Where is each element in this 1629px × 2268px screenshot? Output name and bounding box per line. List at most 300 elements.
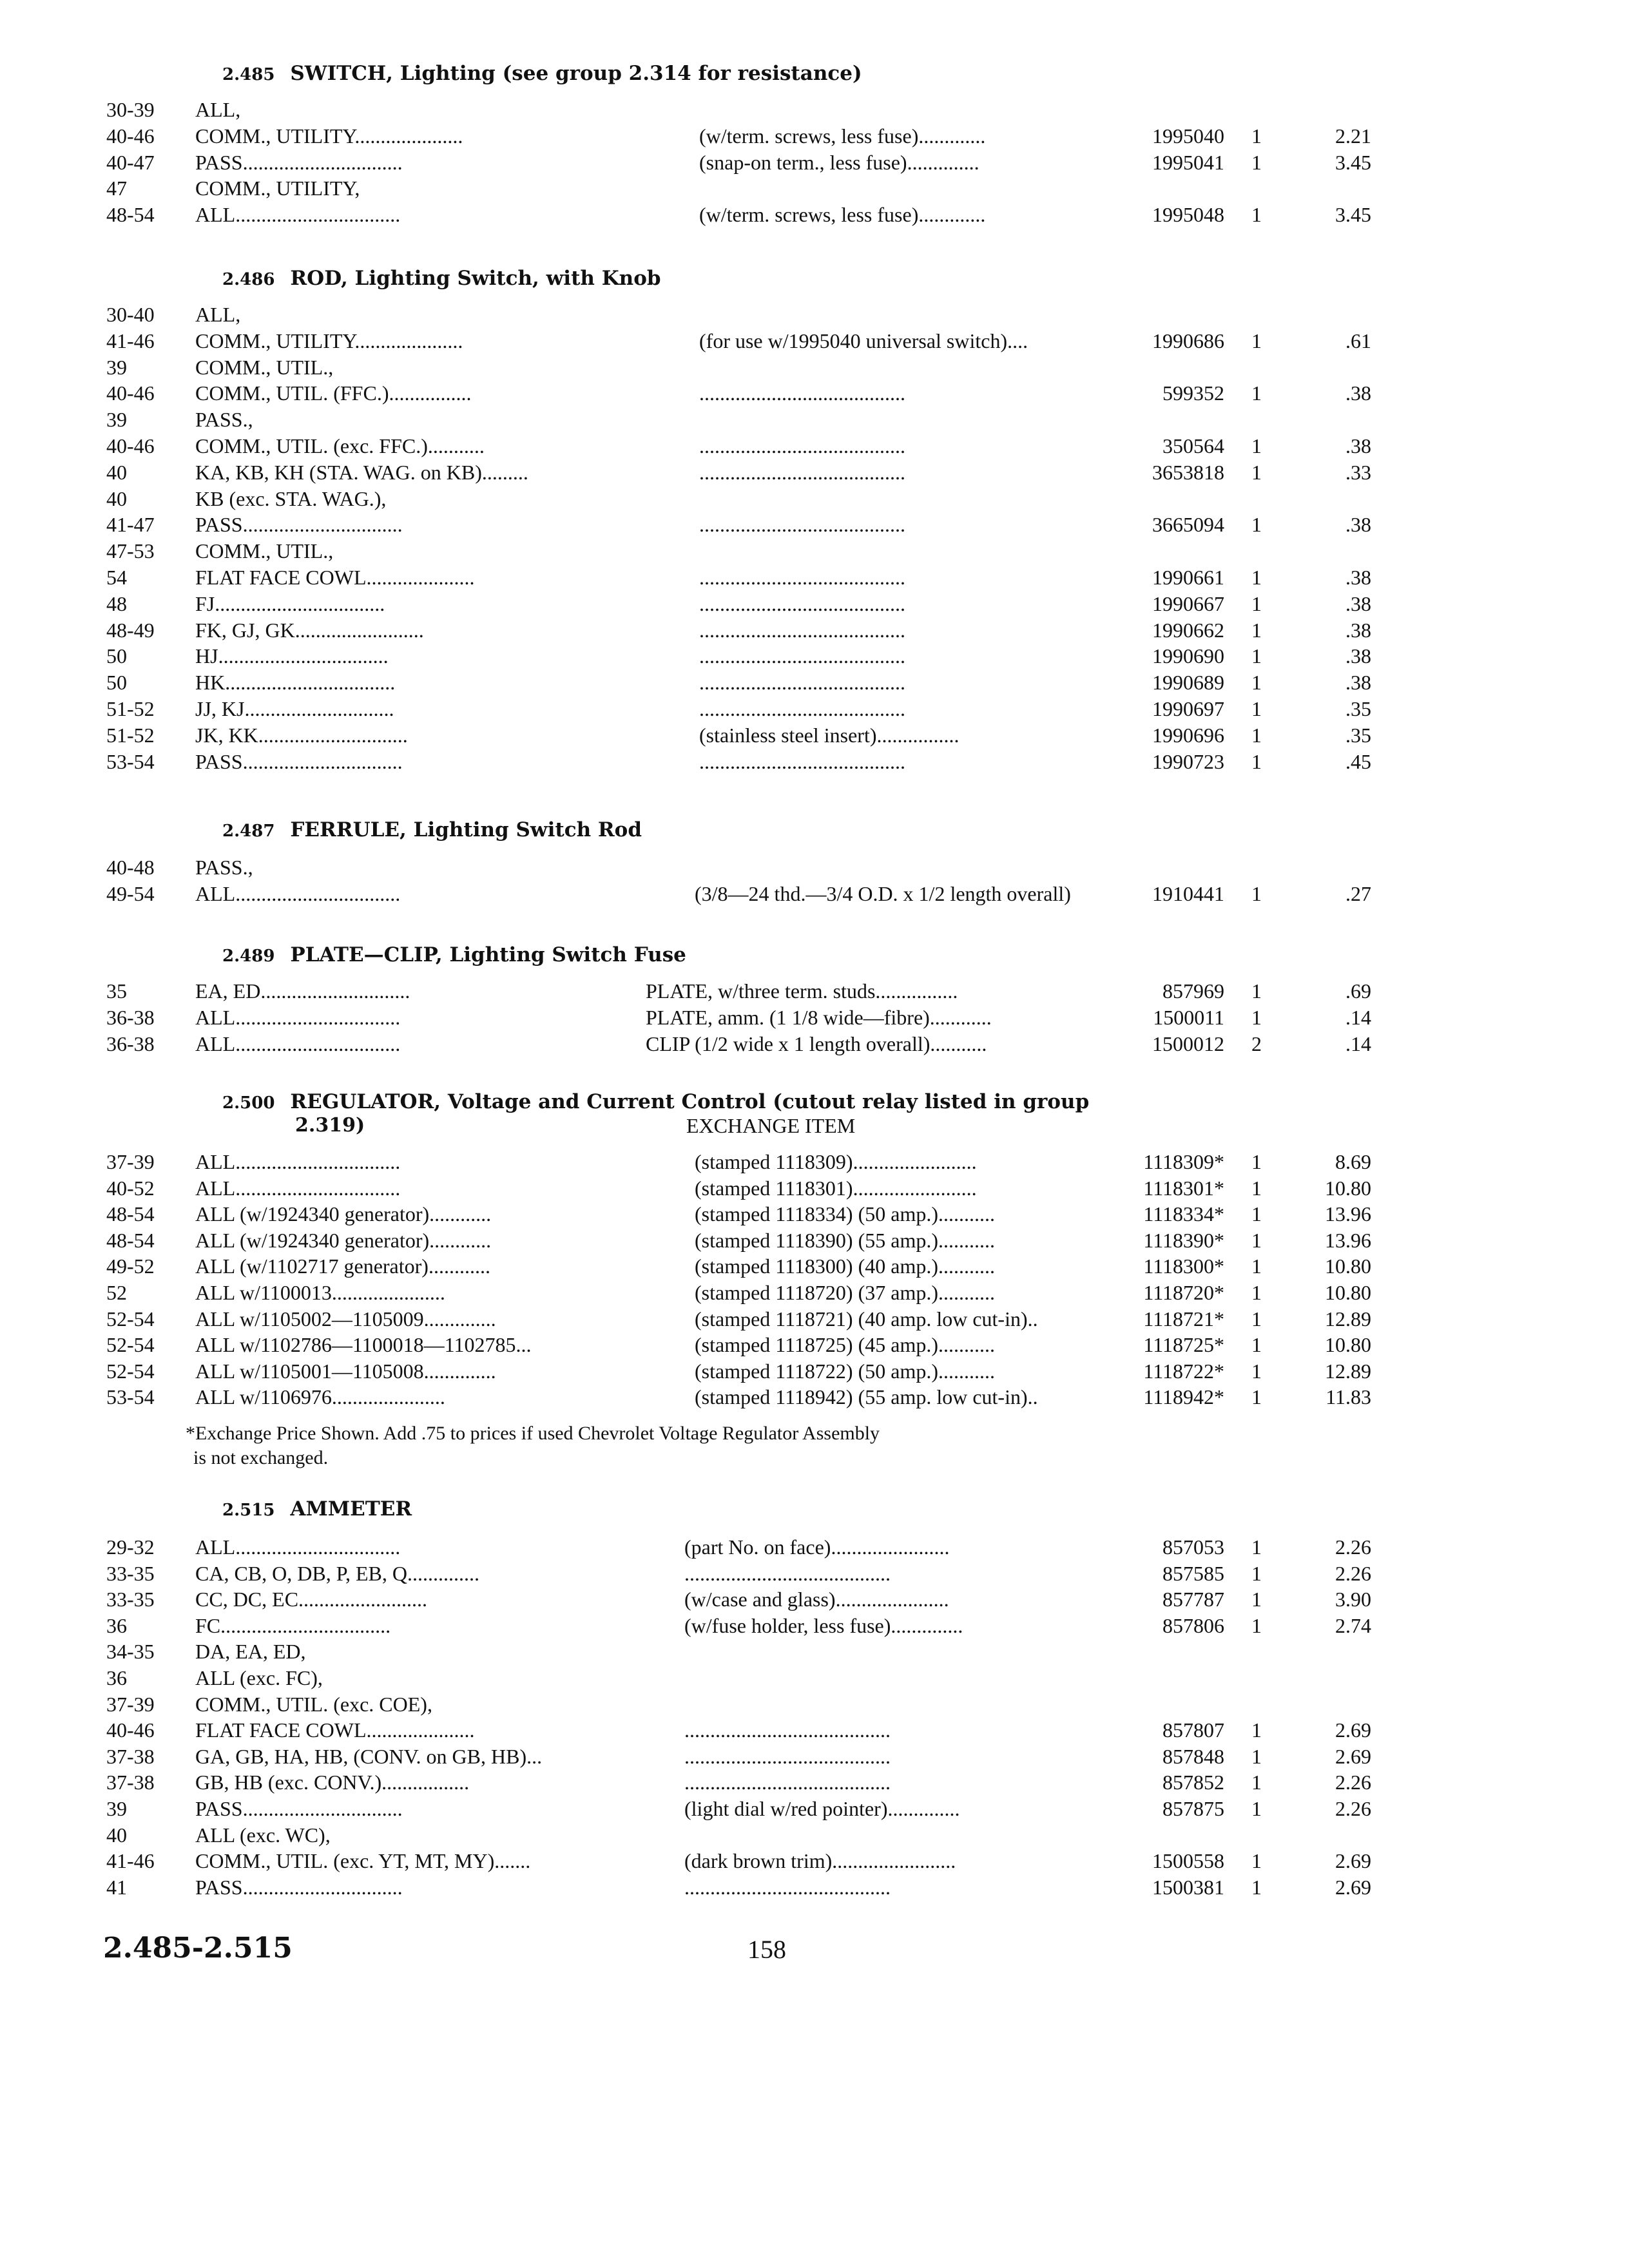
table-row	[0, 149, 1629, 176]
quantity: 1	[1251, 750, 1262, 773]
model-description: PASS.,	[195, 856, 253, 879]
model-description: FC.................................	[195, 1614, 391, 1637]
year-range: 47-53	[106, 539, 155, 562]
year-range: 40-48	[106, 856, 155, 879]
part-description: (w/fuse holder, less fuse)..............	[684, 1614, 963, 1637]
group-number: 2.489	[222, 947, 275, 966]
year-range: 53-54	[106, 750, 155, 773]
group-number: 2.486	[222, 270, 275, 289]
group-title	[222, 61, 862, 88]
model-description: FK, GJ, GK.........................	[195, 619, 424, 642]
price: .35	[1345, 697, 1371, 720]
model-description: COMM., UTILITY.....................	[195, 329, 463, 352]
group-title-text: SWITCH, Lighting (see group 2.314 for resistance)	[290, 62, 862, 85]
table-row	[0, 1534, 1629, 1561]
part-number: 1500011	[1153, 1006, 1224, 1029]
part-number: 1990662	[1152, 619, 1224, 642]
table-row	[0, 1796, 1629, 1822]
model-description: ALL,	[195, 98, 241, 121]
model-description: KB (exc. STA. WAG.),	[195, 487, 387, 510]
table-row	[0, 1769, 1629, 1796]
part-number: 1990690	[1152, 644, 1224, 668]
part-description: (for use w/1995040 universal switch)....	[699, 329, 1028, 352]
table-row	[0, 1822, 1629, 1849]
part-description: (snap-on term., less fuse)..............	[699, 151, 979, 174]
price: 3.45	[1335, 203, 1371, 226]
part-description: ........................................	[699, 513, 905, 536]
year-range: 54	[106, 566, 127, 589]
quantity: 1	[1251, 697, 1262, 720]
year-range: 51-52	[106, 724, 155, 747]
quantity: 2	[1251, 1032, 1262, 1055]
year-range: 37-38	[106, 1771, 155, 1794]
price: 12.89	[1325, 1307, 1371, 1331]
part-description: ........................................	[699, 644, 905, 668]
part-number: 857848	[1162, 1745, 1224, 1768]
year-range: 52	[106, 1281, 127, 1304]
table-row	[0, 1613, 1629, 1639]
part-description: ........................................	[699, 566, 905, 589]
table-row	[0, 1561, 1629, 1587]
part-number: 1500381	[1152, 1876, 1224, 1899]
group-title-text: FERRULE, Lighting Switch Rod	[290, 818, 642, 841]
group-title	[222, 265, 661, 293]
year-range: 40	[106, 1823, 127, 1847]
group-title	[222, 942, 686, 969]
year-range: 51-52	[106, 697, 155, 720]
table-row	[0, 1586, 1629, 1613]
table-row	[0, 1665, 1629, 1691]
model-description: JJ, KJ.............................	[195, 697, 394, 720]
table-row	[0, 1306, 1629, 1332]
part-description: (stamped 1118309)........................	[695, 1150, 977, 1173]
price: .38	[1345, 671, 1371, 694]
model-description: ALL w/1106976......................	[195, 1385, 445, 1408]
year-range: 41	[106, 1876, 127, 1899]
model-description: ALL w/1100013......................	[195, 1281, 445, 1304]
part-description: (3/8—24 thd.—3/4 O.D. x 1/2 length overall)	[695, 882, 1071, 905]
table-row	[0, 722, 1629, 749]
price: .38	[1345, 619, 1371, 642]
year-range: 40-46	[106, 1718, 155, 1742]
part-description: (light dial w/red pointer)..............	[684, 1797, 960, 1820]
quantity: 1	[1251, 592, 1262, 615]
model-description: ALL w/1105002—1105009..............	[195, 1307, 496, 1331]
year-range: 35	[106, 979, 127, 1003]
table-row	[0, 1227, 1629, 1254]
model-description: GB, HB (exc. CONV.).................	[195, 1771, 470, 1794]
table-row	[0, 1253, 1629, 1280]
price: 2.74	[1335, 1614, 1371, 1637]
quantity: 1	[1251, 1718, 1262, 1742]
model-description: HK.................................	[195, 671, 396, 694]
quantity: 1	[1251, 1797, 1262, 1820]
group-number: 2.487	[222, 822, 275, 841]
price: 2.69	[1335, 1876, 1371, 1899]
quantity: 1	[1251, 1360, 1262, 1383]
quantity: 1	[1251, 1150, 1262, 1173]
model-description: ALL................................	[195, 203, 401, 226]
part-number: 857875	[1162, 1797, 1224, 1820]
year-range: 40-46	[106, 381, 155, 405]
price: .69	[1345, 979, 1371, 1003]
part-description: ........................................	[684, 1562, 891, 1585]
quantity: 1	[1251, 1745, 1262, 1768]
table-row	[0, 1332, 1629, 1358]
year-range: 40	[106, 461, 127, 484]
part-description: PLATE, amm. (1 1/8 wide—fibre)............	[646, 1006, 992, 1029]
model-description: ALL................................	[195, 882, 401, 905]
year-range: 47	[106, 177, 127, 200]
part-number: 3665094	[1152, 513, 1224, 536]
table-row	[0, 696, 1629, 722]
model-description: COMM., UTIL. (exc. FFC.)...........	[195, 434, 485, 457]
price: 10.80	[1325, 1177, 1371, 1200]
part-number: 1118309*	[1143, 1150, 1224, 1173]
quantity: 1	[1251, 1535, 1262, 1559]
year-range: 48-49	[106, 619, 155, 642]
quantity: 1	[1251, 151, 1262, 174]
price: 13.96	[1325, 1202, 1371, 1225]
part-description: ........................................	[699, 697, 905, 720]
quantity: 1	[1251, 1229, 1262, 1252]
price: 2.26	[1335, 1535, 1371, 1559]
group-title-text: REGULATOR, Voltage and Current Control (cutout relay listed in group	[290, 1090, 1090, 1113]
part-description: ........................................	[699, 619, 905, 642]
part-number: 1990696	[1152, 724, 1224, 747]
quantity: 1	[1251, 671, 1262, 694]
model-description: ALL................................	[195, 1150, 401, 1173]
year-range: 40-46	[106, 434, 155, 457]
quantity: 1	[1251, 1562, 1262, 1585]
part-description: ........................................	[699, 671, 905, 694]
model-description: ALL,	[195, 303, 241, 326]
part-number: 1500012	[1152, 1032, 1224, 1055]
price: 12.89	[1325, 1360, 1371, 1383]
price: 10.80	[1325, 1281, 1371, 1304]
part-description: ........................................	[684, 1718, 891, 1742]
table-row	[0, 643, 1629, 669]
model-description: COMM., UTIL.,	[195, 539, 334, 562]
model-description: HJ.................................	[195, 644, 389, 668]
year-range: 39	[106, 1797, 127, 1820]
quantity: 1	[1251, 1307, 1262, 1331]
table-row	[0, 202, 1629, 228]
model-description: ALL................................	[195, 1535, 401, 1559]
part-description: ........................................	[684, 1745, 891, 1768]
model-description: ALL (exc. FC),	[195, 1666, 323, 1689]
quantity: 1	[1251, 1614, 1262, 1637]
part-description: (dark brown trim)........................	[684, 1849, 956, 1872]
table-row	[0, 1384, 1629, 1410]
model-description: COMM., UTILITY.....................	[195, 124, 463, 148]
price: 2.26	[1335, 1562, 1371, 1585]
year-range: 33-35	[106, 1588, 155, 1611]
price: .45	[1345, 750, 1371, 773]
group-title-continued: 2.319)	[295, 1114, 365, 1137]
year-range: 49-52	[106, 1254, 155, 1278]
year-range: 53-54	[106, 1385, 155, 1408]
table-row	[0, 1175, 1629, 1202]
year-range: 41-47	[106, 513, 155, 536]
price: 13.96	[1325, 1229, 1371, 1252]
part-description: (w/case and glass)......................	[684, 1588, 949, 1611]
exchange-note: *Exchange Price Shown. Add .75 to prices if used Chevrolet Voltage Regulator Assembly	[186, 1423, 880, 1444]
table-row	[0, 123, 1629, 149]
year-range: 37-38	[106, 1745, 155, 1768]
part-number: 857787	[1162, 1588, 1224, 1611]
year-range: 40-47	[106, 151, 155, 174]
part-description: (stamped 1118721) (40 amp. low cut-in)..	[695, 1307, 1038, 1331]
price: .38	[1345, 381, 1371, 405]
year-range: 50	[106, 644, 127, 668]
page-number: 158	[747, 1935, 786, 1964]
price: .38	[1345, 434, 1371, 457]
year-range: 36	[106, 1666, 127, 1689]
table-row	[0, 978, 1629, 1004]
price: 3.90	[1335, 1588, 1371, 1611]
model-description: ALL w/1102786—1100018—1102785...	[195, 1333, 532, 1356]
part-number: 599352	[1162, 381, 1224, 405]
part-number: 1995040	[1152, 124, 1224, 148]
table-row	[0, 1874, 1629, 1901]
table-row	[0, 881, 1629, 907]
model-description: COMM., UTIL.,	[195, 356, 334, 379]
part-description: (stamped 1118725) (45 amp.)...........	[695, 1333, 995, 1356]
part-number: 1990697	[1152, 697, 1224, 720]
price: 10.80	[1325, 1333, 1371, 1356]
model-description: ALL w/1105001—1105008..............	[195, 1360, 496, 1383]
part-number: 857585	[1162, 1562, 1224, 1585]
year-range: 39	[106, 408, 127, 431]
year-range: 48-54	[106, 203, 155, 226]
part-number: 1118942*	[1143, 1385, 1224, 1408]
model-description: PASS...............................	[195, 1797, 403, 1820]
part-number: 857053	[1162, 1535, 1224, 1559]
part-number: 1118334*	[1143, 1202, 1224, 1225]
quantity: 1	[1251, 203, 1262, 226]
price: 3.45	[1335, 151, 1371, 174]
model-description: COMM., UTILITY,	[195, 177, 360, 200]
quantity: 1	[1251, 1876, 1262, 1899]
quantity: 1	[1251, 1849, 1262, 1872]
part-number: 857852	[1162, 1771, 1224, 1794]
part-description: ........................................	[699, 461, 905, 484]
price: 11.83	[1325, 1385, 1371, 1408]
table-row	[0, 1744, 1629, 1770]
model-description: ALL................................	[195, 1032, 401, 1055]
price: 2.26	[1335, 1771, 1371, 1794]
price: .38	[1345, 566, 1371, 589]
table-row	[0, 512, 1629, 538]
quantity: 1	[1251, 513, 1262, 536]
table-row	[0, 380, 1629, 407]
model-description: ALL (exc. WC),	[195, 1823, 331, 1847]
price: 2.21	[1335, 124, 1371, 148]
price: .33	[1345, 461, 1371, 484]
year-range: 37-39	[106, 1150, 155, 1173]
model-description: JK, KK.............................	[195, 724, 408, 747]
part-number: 1990661	[1152, 566, 1224, 589]
model-description: EA, ED.............................	[195, 979, 410, 1003]
quantity: 1	[1251, 882, 1262, 905]
price: 8.69	[1335, 1150, 1371, 1173]
part-description: ........................................	[699, 381, 905, 405]
year-range: 37-39	[106, 1693, 155, 1716]
year-range: 41-46	[106, 329, 155, 352]
table-row	[0, 1031, 1629, 1057]
model-description: PASS...............................	[195, 1876, 403, 1899]
quantity: 1	[1251, 461, 1262, 484]
part-number: 1990723	[1152, 750, 1224, 773]
part-description: (w/term. screws, less fuse).............	[699, 124, 986, 148]
model-description: CA, CB, O, DB, P, EB, Q..............	[195, 1562, 479, 1585]
part-number: 1118722*	[1143, 1360, 1224, 1383]
year-range: 52-54	[106, 1360, 155, 1383]
part-number: 1990686	[1152, 329, 1224, 352]
table-row	[0, 1691, 1629, 1718]
part-description: (stamped 1118720) (37 amp.)...........	[695, 1281, 995, 1304]
part-number: 1990689	[1152, 671, 1224, 694]
model-description: DA, EA, ED,	[195, 1640, 306, 1663]
table-row	[0, 1848, 1629, 1874]
part-number: 350564	[1162, 434, 1224, 457]
quantity: 1	[1251, 1281, 1262, 1304]
quantity: 1	[1251, 1202, 1262, 1225]
model-description: FLAT FACE COWL.....................	[195, 1718, 475, 1742]
part-description: ........................................	[684, 1876, 891, 1899]
part-number: 857807	[1162, 1718, 1224, 1742]
table-row	[0, 433, 1629, 459]
model-description: PASS.,	[195, 408, 253, 431]
year-range: 40	[106, 487, 127, 510]
part-description: (stamped 1118301)........................	[695, 1177, 977, 1200]
year-range: 34-35	[106, 1640, 155, 1663]
year-range: 48-54	[106, 1202, 155, 1225]
year-range: 41-46	[106, 1849, 155, 1872]
year-range: 30-40	[106, 303, 155, 326]
year-range: 40-46	[106, 124, 155, 148]
table-row	[0, 328, 1629, 354]
part-number: 1118301*	[1143, 1177, 1224, 1200]
model-description: ALL................................	[195, 1177, 401, 1200]
part-description: (stamped 1118942) (55 amp. low cut-in)..	[695, 1385, 1038, 1408]
table-row	[0, 407, 1629, 433]
model-description: ALL................................	[195, 1006, 401, 1029]
part-description: PLATE, w/three term. studs................	[646, 979, 958, 1003]
quantity: 1	[1251, 1177, 1262, 1200]
model-description: ALL (w/1924340 generator)............	[195, 1229, 492, 1252]
year-range: 36-38	[106, 1006, 155, 1029]
quantity: 1	[1251, 1333, 1262, 1356]
table-row	[0, 1004, 1629, 1031]
model-description: PASS...............................	[195, 750, 403, 773]
quantity: 1	[1251, 1588, 1262, 1611]
part-description: ........................................	[684, 1771, 891, 1794]
price: .14	[1345, 1006, 1371, 1029]
price: 10.80	[1325, 1254, 1371, 1278]
year-range: 36-38	[106, 1032, 155, 1055]
year-range: 52-54	[106, 1307, 155, 1331]
model-description: GA, GB, HA, HB, (CONV. on GB, HB)...	[195, 1745, 543, 1768]
table-row	[0, 1717, 1629, 1744]
year-range: 39	[106, 356, 127, 379]
year-range: 30-39	[106, 98, 155, 121]
part-description: ........................................	[699, 434, 905, 457]
quantity: 1	[1251, 1385, 1262, 1408]
model-description: COMM., UTIL. (exc. YT, MT, MY).......	[195, 1849, 531, 1872]
year-range: 52-54	[106, 1333, 155, 1356]
price: .27	[1345, 882, 1371, 905]
group-range-label: 2.485-2.515	[103, 1932, 293, 1965]
part-number: 1118300*	[1143, 1254, 1224, 1278]
model-description: FJ.................................	[195, 592, 385, 615]
year-range: 49-54	[106, 882, 155, 905]
price: 2.26	[1335, 1797, 1371, 1820]
group-number: 2.500	[222, 1093, 275, 1113]
table-row	[0, 591, 1629, 617]
table-row	[0, 538, 1629, 564]
model-description: PASS...............................	[195, 151, 403, 174]
quantity: 1	[1251, 619, 1262, 642]
table-row	[0, 1201, 1629, 1227]
group-title-text: PLATE—CLIP, Lighting Switch Fuse	[290, 943, 686, 966]
model-description: KA, KB, KH (STA. WAG. on KB).........	[195, 461, 528, 484]
price: .38	[1345, 644, 1371, 668]
quantity: 1	[1251, 724, 1262, 747]
table-row	[0, 486, 1629, 512]
table-row	[0, 175, 1629, 202]
part-number: 1990667	[1152, 592, 1224, 615]
quantity: 1	[1251, 1254, 1262, 1278]
quantity: 1	[1251, 566, 1262, 589]
price: 2.69	[1335, 1745, 1371, 1768]
price: .14	[1345, 1032, 1371, 1055]
year-range: 48	[106, 592, 127, 615]
part-number: 857806	[1162, 1614, 1224, 1637]
table-row	[0, 749, 1629, 775]
year-range: 29-32	[106, 1535, 155, 1559]
price: .38	[1345, 592, 1371, 615]
part-number: 1118390*	[1143, 1229, 1224, 1252]
quantity: 1	[1251, 329, 1262, 352]
price: 2.69	[1335, 1718, 1371, 1742]
part-description: ........................................	[699, 750, 905, 773]
table-row	[0, 669, 1629, 696]
group-title-text: ROD, Lighting Switch, with Knob	[290, 267, 661, 290]
part-description: ........................................	[699, 592, 905, 615]
part-number: 1118725*	[1143, 1333, 1224, 1356]
part-number: 1995041	[1152, 151, 1224, 174]
quantity: 1	[1251, 124, 1262, 148]
group-number: 2.485	[222, 65, 275, 84]
table-row	[0, 617, 1629, 644]
model-description: ALL (w/1102717 generator)............	[195, 1254, 490, 1278]
price: .61	[1345, 329, 1371, 352]
part-number: 1995048	[1152, 203, 1224, 226]
model-description: CC, DC, EC.........................	[195, 1588, 428, 1611]
table-row	[0, 854, 1629, 881]
part-description: (stamped 1118300) (40 amp.)...........	[695, 1254, 995, 1278]
price: .38	[1345, 513, 1371, 536]
exchange-item-label: EXCHANGE ITEM	[686, 1114, 856, 1137]
model-description: COMM., UTIL. (FFC.)................	[195, 381, 472, 405]
part-description: (part No. on face).......................	[684, 1535, 950, 1559]
part-description: (stamped 1118722) (50 amp.)...........	[695, 1360, 995, 1383]
table-row	[0, 97, 1629, 123]
group-title	[222, 1089, 1089, 1116]
table-row	[0, 354, 1629, 381]
